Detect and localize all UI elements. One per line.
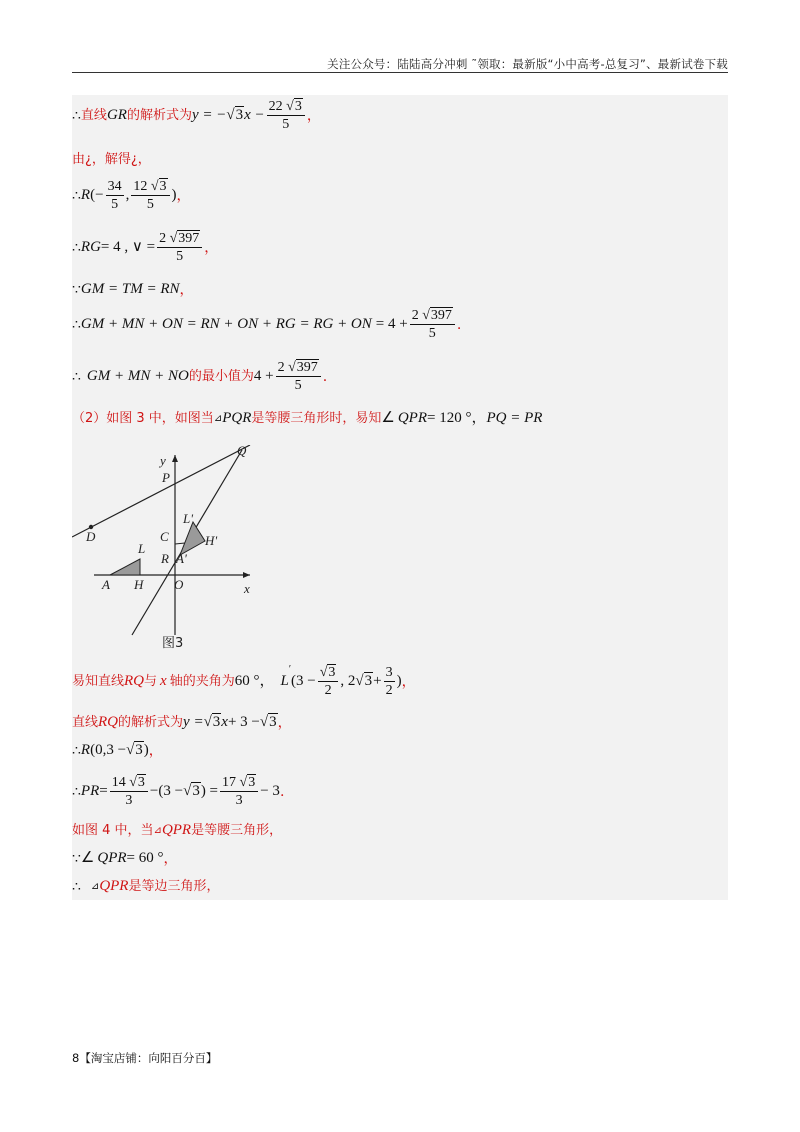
page-header: 关注公众号：陆陆高分冲刺 ˜领取：最新版“小中高考-总复习”、最新试卷下载 bbox=[327, 57, 728, 71]
label-h-prime: H' bbox=[205, 533, 218, 548]
label-d: D bbox=[86, 529, 96, 544]
label-l-prime: L' bbox=[183, 511, 194, 526]
fraction: $\frac{2 √397}{5}$ bbox=[157, 231, 202, 265]
line-3: ∴ R (− $\frac{34}{5}$ , $\frac{12 √3}{5}$ ) ， bbox=[72, 179, 191, 213]
label-l: L bbox=[138, 541, 146, 556]
label-a: A bbox=[102, 577, 110, 592]
y-axis-arrow bbox=[172, 455, 178, 462]
label-o: O bbox=[174, 577, 184, 592]
label-x: x bbox=[244, 581, 250, 596]
fraction: $\frac{√3}{2}$ bbox=[318, 665, 339, 699]
fraction: $\frac{14 √3}{3}$ bbox=[110, 775, 148, 809]
fraction: $\frac{34}{5}$ bbox=[107, 179, 122, 213]
fraction: $\frac{17 √3}{3}$ bbox=[220, 775, 258, 809]
label-r: R bbox=[161, 551, 169, 566]
line-2: 由¿，解得¿， bbox=[72, 152, 151, 167]
triangle-alh bbox=[110, 559, 140, 575]
figure-caption: 图3 bbox=[162, 636, 184, 651]
line-4: ∴ RG = 4 , ∨ = $\frac{2 √397}{5}$ ， bbox=[72, 231, 219, 265]
fraction: $\frac{22 √3}{5}$ bbox=[267, 99, 305, 133]
line-5: ∵ GM = TM = RN ， bbox=[72, 281, 194, 298]
line-6: ∴ GM + MN + ON = RN + ON + RG = RG + ON = 4 + $\frac{2 √397}{5}$ . bbox=[72, 308, 462, 342]
label-q: Q bbox=[237, 445, 247, 458]
fraction: $\frac{12 √3}{5}$ bbox=[131, 179, 169, 213]
x-axis-arrow bbox=[243, 572, 250, 578]
line-14: ∵ ∠ QPR = 60 ° ， bbox=[72, 850, 178, 867]
line-8: （2）如图 3 中，如图当 ⊿ PQR 是等腰三角形时，易知 ∠ QPR = 120 °， PQ = PR bbox=[72, 410, 543, 426]
header-rule bbox=[72, 72, 728, 73]
line-10: 直线 RQ 的解析式为 y = √3 x + 3 − √3 ， bbox=[72, 714, 292, 731]
page-footer: 8【淘宝店铺：向阳百分百】 bbox=[72, 1051, 218, 1065]
line-15: ∴ ⊿ QPR 是等边三角形， bbox=[72, 878, 220, 895]
fraction: $\frac{2 √397}{5}$ bbox=[410, 308, 455, 342]
label-y: y bbox=[160, 453, 166, 468]
line-1: ∴ 直线 GR 的解析式为 y = − √3 x − $\frac{22 √3}{5}$ ， bbox=[72, 99, 321, 133]
line-12: ∴ PR = $\frac{14 √3}{3}$ −(3 − √3 ) = $\frac{17 √3}{3}$ − 3 . bbox=[72, 775, 285, 809]
fraction: $\frac{3}{2}$ bbox=[385, 665, 393, 699]
label-h: H bbox=[134, 577, 144, 592]
figure-3 bbox=[72, 445, 272, 655]
label-p: P bbox=[162, 470, 170, 485]
line-13: 如图 4 中，当 ⊿ QPR 是等腰三角形， bbox=[72, 822, 283, 838]
fraction: $\frac{2 √397}{5}$ bbox=[276, 360, 321, 394]
label-a-prime: A' bbox=[176, 551, 187, 566]
line-11: ∴ R (0,3 − √3 ) ， bbox=[72, 742, 163, 759]
label-c: C bbox=[160, 529, 169, 544]
line-7: ∴ GM + MN + NO 的最小值为 4 + $\frac{2 √397}{5}$ . bbox=[72, 360, 328, 394]
line-9: 易知直线 RQ 与 x 轴的夹角为 60 °， L ′ (3 − $\frac{√3}{2}$ , 2 √3 + $\frac{3}{2}$ ) ， bbox=[72, 664, 416, 699]
